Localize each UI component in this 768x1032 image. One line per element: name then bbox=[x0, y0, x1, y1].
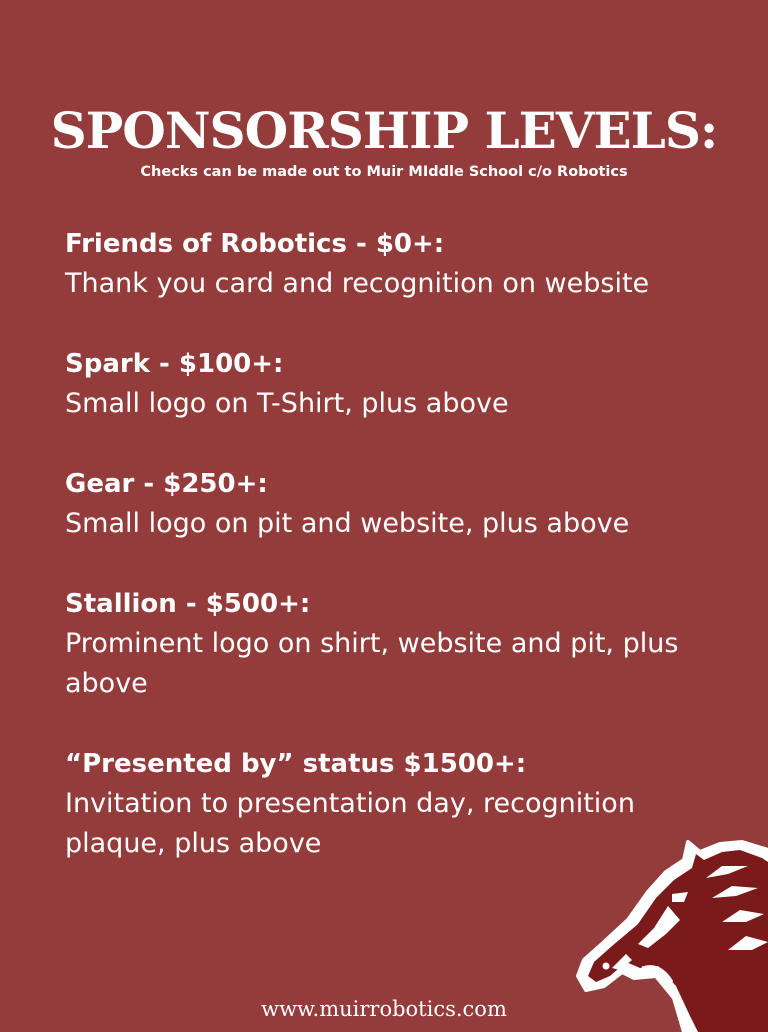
level-description: Small logo on T-Shirt, plus above bbox=[65, 388, 509, 419]
level-name: “Presented by” status $1500+: bbox=[65, 749, 527, 779]
level-gear bbox=[65, 464, 705, 544]
level-name: Gear - $250+: bbox=[65, 469, 268, 499]
level-description: Prominent logo on shirt, website and pit, plus above bbox=[65, 628, 679, 699]
website-url: www.muirrobotics.com bbox=[261, 997, 507, 1021]
sponsorship-levels-list bbox=[65, 224, 705, 904]
level-name: Stallion - $500+: bbox=[65, 589, 311, 619]
level-description: Invitation to presentation day, recognition plaque, plus above bbox=[65, 788, 635, 859]
level-name: Friends of Robotics - $0+: bbox=[65, 229, 445, 259]
level-description: Thank you card and recognition on website bbox=[65, 268, 650, 299]
checks-note: Checks can be made out to Muir MIddle School c/o Robotics bbox=[140, 164, 628, 180]
level-name: Spark - $100+: bbox=[65, 349, 284, 379]
page-title: SPONSORSHIP LEVELS: bbox=[50, 101, 718, 160]
level-stallion bbox=[65, 584, 705, 704]
level-description: Small logo on pit and website, plus above bbox=[65, 508, 630, 539]
level-spark bbox=[65, 344, 705, 424]
level-friends-of-robotics bbox=[65, 224, 705, 304]
